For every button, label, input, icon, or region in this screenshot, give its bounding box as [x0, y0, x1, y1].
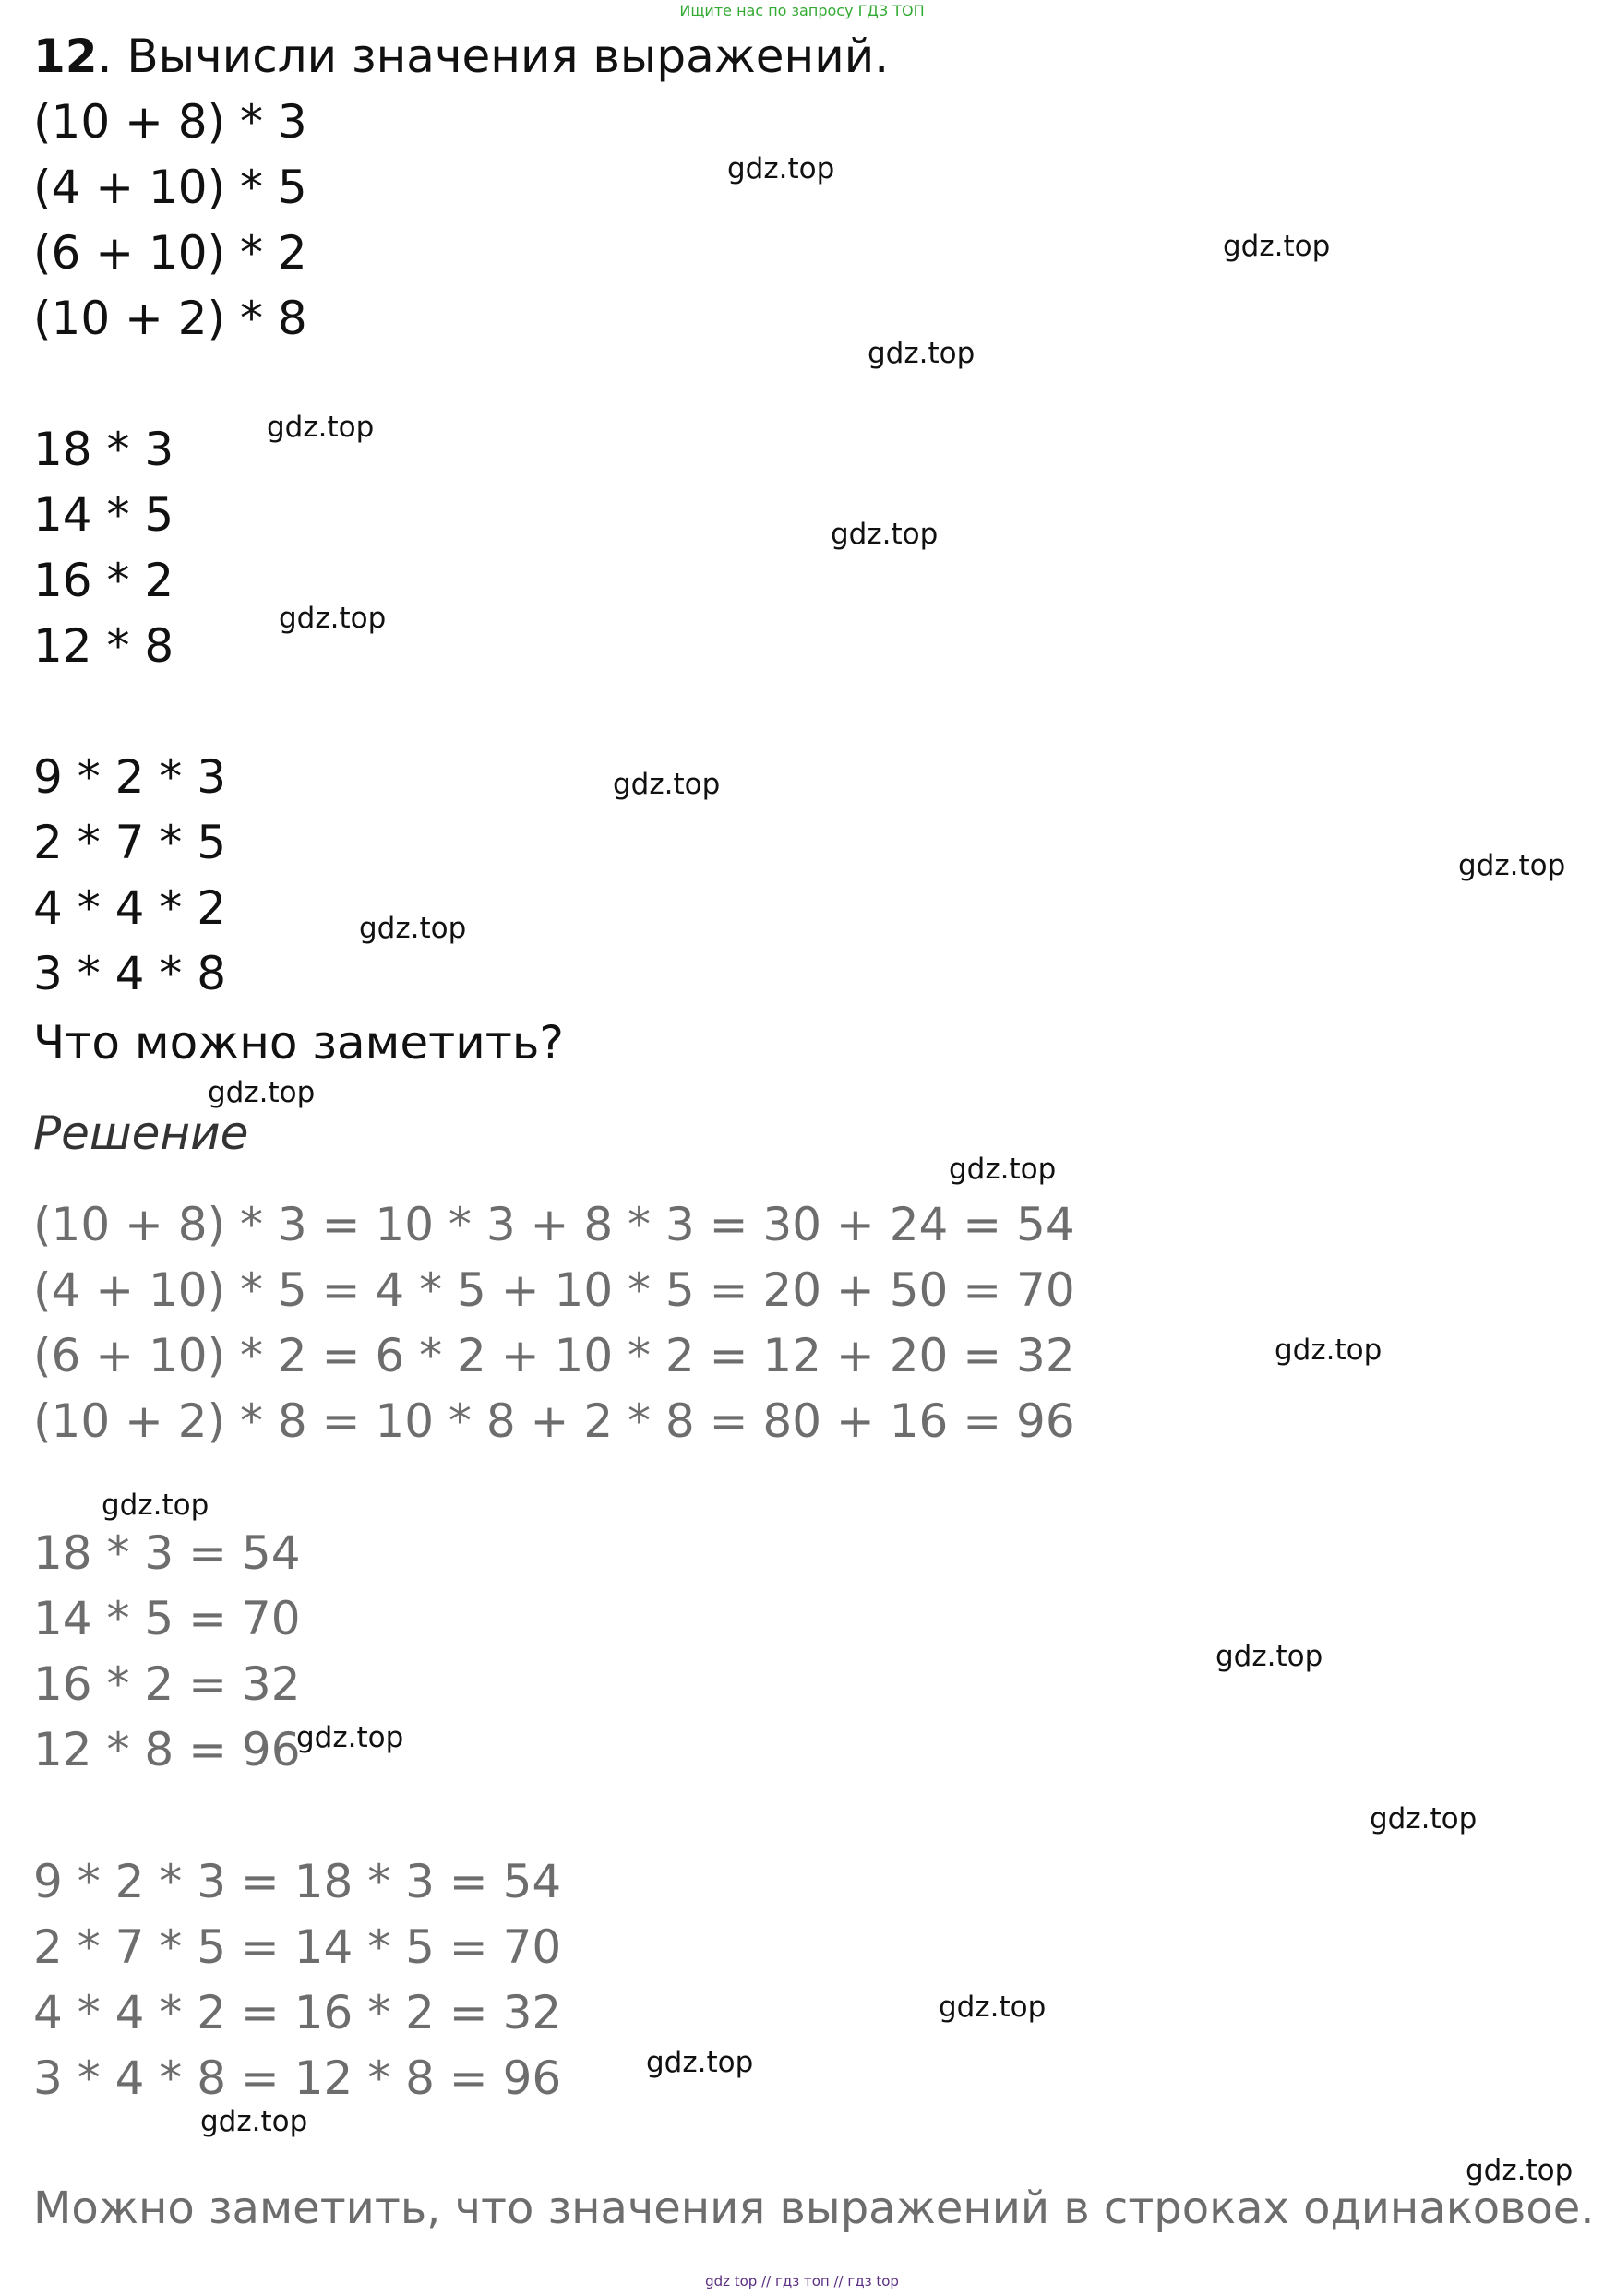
watermark: gdz.top — [727, 152, 835, 185]
solution-conclusion: Можно заметить, что значения выражений в строках одинаковое. — [33, 2182, 1595, 2234]
watermark: gdz.top — [868, 337, 976, 370]
solution-line: 18 * 3 = 54 — [33, 1526, 301, 1580]
watermark: gdz.top — [831, 518, 939, 551]
solution-heading: Решение — [33, 1106, 249, 1160]
watermark: gdz.top — [949, 1153, 1057, 1186]
watermark: gdz.top — [102, 1489, 209, 1522]
task-expression: 18 * 3 — [33, 423, 174, 476]
solution-line: 14 * 5 = 70 — [33, 1592, 301, 1645]
watermark: gdz.top — [1458, 849, 1566, 882]
watermark: gdz.top — [1466, 2154, 1574, 2187]
watermark: gdz.top — [200, 2105, 308, 2138]
task-expression: 4 * 4 * 2 — [33, 881, 227, 935]
solution-line: 9 * 2 * 3 = 18 * 3 = 54 — [33, 1855, 562, 1908]
watermark: gdz.top — [296, 1721, 404, 1754]
task-expression: 2 * 7 * 5 — [33, 816, 227, 869]
task-expression: (4 + 10) * 5 — [33, 161, 307, 214]
solution-line: 12 * 8 = 96 — [33, 1723, 301, 1776]
solution-line: (6 + 10) * 2 = 6 * 2 + 10 * 2 = 12 + 20 = 32 — [33, 1329, 1075, 1382]
solution-line: 16 * 2 = 32 — [33, 1657, 301, 1711]
task-expression: 12 * 8 — [33, 619, 174, 673]
task-expression: 16 * 2 — [33, 554, 174, 607]
task-expression: 9 * 2 * 3 — [33, 750, 227, 804]
task-expression: 3 * 4 * 8 — [33, 947, 227, 1000]
task-title-text: . Вычисли значения выражений. — [97, 30, 890, 83]
task-title — [33, 30, 890, 83]
solution-line: 2 * 7 * 5 = 14 * 5 = 70 — [33, 1920, 562, 1974]
task-expression: (10 + 2) * 8 — [33, 292, 307, 345]
solution-line: (10 + 8) * 3 = 10 * 3 + 8 * 3 = 30 + 24 = 54 — [33, 1198, 1075, 1251]
watermark: gdz.top — [1370, 1802, 1478, 1836]
task-number: 12 — [33, 30, 98, 83]
watermark: gdz.top — [646, 2046, 754, 2079]
watermark: gdz.top — [1223, 230, 1331, 263]
watermark: gdz.top — [359, 912, 467, 945]
solution-line: 4 * 4 * 2 = 16 * 2 = 32 — [33, 1986, 562, 2039]
solution-line: (4 + 10) * 5 = 4 * 5 + 10 * 5 = 20 + 50 = 70 — [33, 1263, 1075, 1317]
footer: gdz top // гдз топ // гдз top — [705, 2273, 899, 2290]
watermark: gdz.top — [267, 411, 375, 444]
watermark: gdz.top — [939, 1991, 1047, 2024]
watermark: gdz.top — [613, 768, 721, 801]
task-expression: 14 * 5 — [33, 488, 174, 542]
top-banner: Ищите нас по запросу ГДЗ ТОП — [679, 2, 925, 19]
solution-line: (10 + 2) * 8 = 10 * 8 + 2 * 8 = 80 + 16 = 96 — [33, 1394, 1075, 1448]
watermark: gdz.top — [1275, 1333, 1383, 1367]
watermark: gdz.top — [208, 1076, 316, 1109]
watermark: gdz.top — [1215, 1640, 1323, 1673]
watermark: gdz.top — [279, 602, 387, 635]
task-question: Что можно заметить? — [33, 1016, 564, 1070]
task-expression: (6 + 10) * 2 — [33, 226, 307, 280]
solution-line: 3 * 4 * 8 = 12 * 8 = 96 — [33, 2051, 562, 2105]
task-expression: (10 + 8) * 3 — [33, 95, 307, 149]
